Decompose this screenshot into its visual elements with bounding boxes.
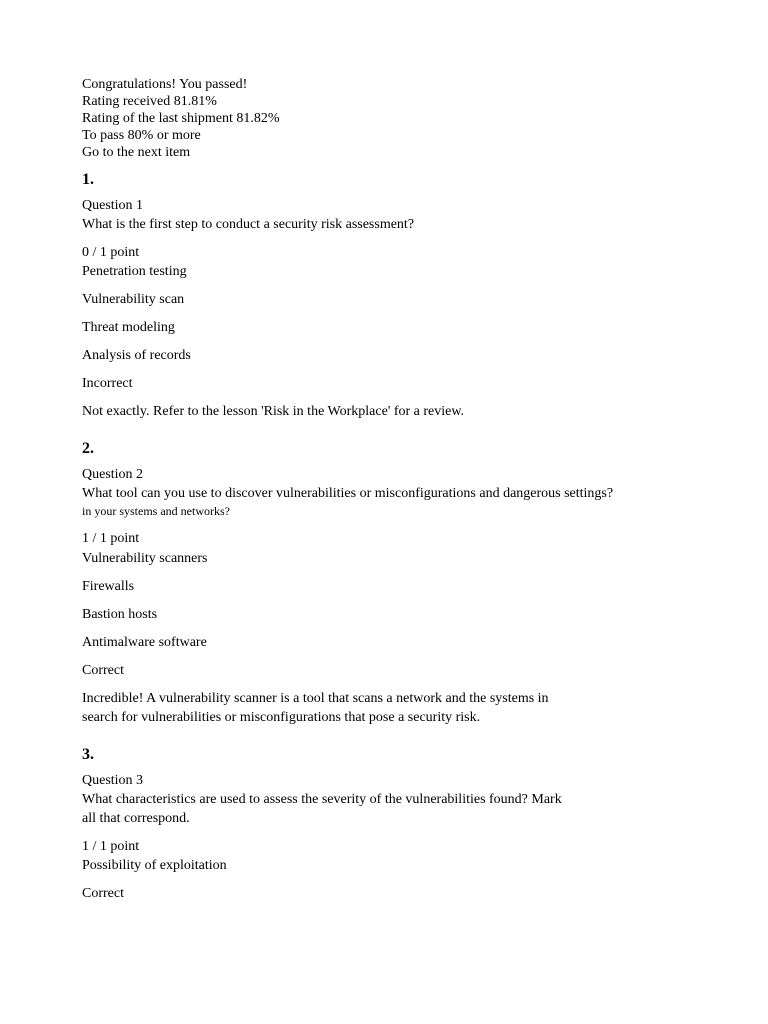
result-status: Incorrect — [82, 376, 133, 391]
answer-option[interactable]: Penetration testing — [82, 264, 187, 279]
next-item-link[interactable]: Go to the next item — [82, 145, 191, 160]
quiz-results-page — [82, 76, 702, 902]
question-prompt: What characteristics are used to assess the severity of the vulnerabilities found? Mark — [82, 792, 562, 807]
pass-threshold: To pass 80% or more — [82, 128, 201, 143]
question-number: 1. — [82, 171, 94, 188]
question-3 — [82, 745, 702, 902]
question-2 — [82, 439, 702, 726]
result-feedback-continued: search for vulnerabilities or misconfigurations that pose a security risk. — [82, 710, 481, 725]
answer-option[interactable]: Analysis of records — [82, 348, 191, 363]
question-number: 2. — [82, 440, 94, 457]
question-points: 0 / 1 point — [82, 245, 140, 260]
question-label: Question 3 — [82, 773, 144, 788]
answer-option[interactable]: Vulnerability scan — [82, 292, 185, 307]
result-status: Correct — [82, 663, 124, 678]
answer-option[interactable]: Vulnerability scanners — [82, 551, 208, 566]
question-points: 1 / 1 point — [82, 531, 140, 546]
question-1 — [82, 170, 702, 420]
answer-option[interactable]: Bastion hosts — [82, 607, 158, 622]
results-summary — [82, 76, 702, 161]
result-feedback: Not exactly. Refer to the lesson 'Risk in the Workplace' for a review. — [82, 404, 465, 419]
question-prompt: What is the first step to conduct a security risk assessment? — [82, 217, 415, 232]
question-prompt-continued: in your systems and networks? — [82, 504, 230, 518]
answer-option[interactable]: Firewalls — [82, 579, 135, 594]
answer-option[interactable]: Threat modeling — [82, 320, 175, 335]
question-prompt: What tool can you use to discover vulnerabilities or misconfigurations and dangerous settings? — [82, 486, 614, 501]
answer-option[interactable]: Antimalware software — [82, 635, 207, 650]
result-feedback: Incredible! A vulnerability scanner is a tool that scans a network and the systems in — [82, 691, 549, 706]
answer-option[interactable]: Possibility of exploitation — [82, 858, 227, 873]
rating-last-shipment: Rating of the last shipment 81.82% — [82, 111, 280, 126]
question-prompt-continued: all that correspond. — [82, 811, 190, 826]
question-label: Question 2 — [82, 467, 144, 482]
pass-message: Congratulations! You passed! — [82, 77, 248, 92]
question-number: 3. — [82, 746, 94, 763]
question-points: 1 / 1 point — [82, 839, 140, 854]
result-status: Correct — [82, 886, 124, 901]
question-label: Question 1 — [82, 198, 144, 213]
rating-received: Rating received 81.81% — [82, 94, 217, 109]
